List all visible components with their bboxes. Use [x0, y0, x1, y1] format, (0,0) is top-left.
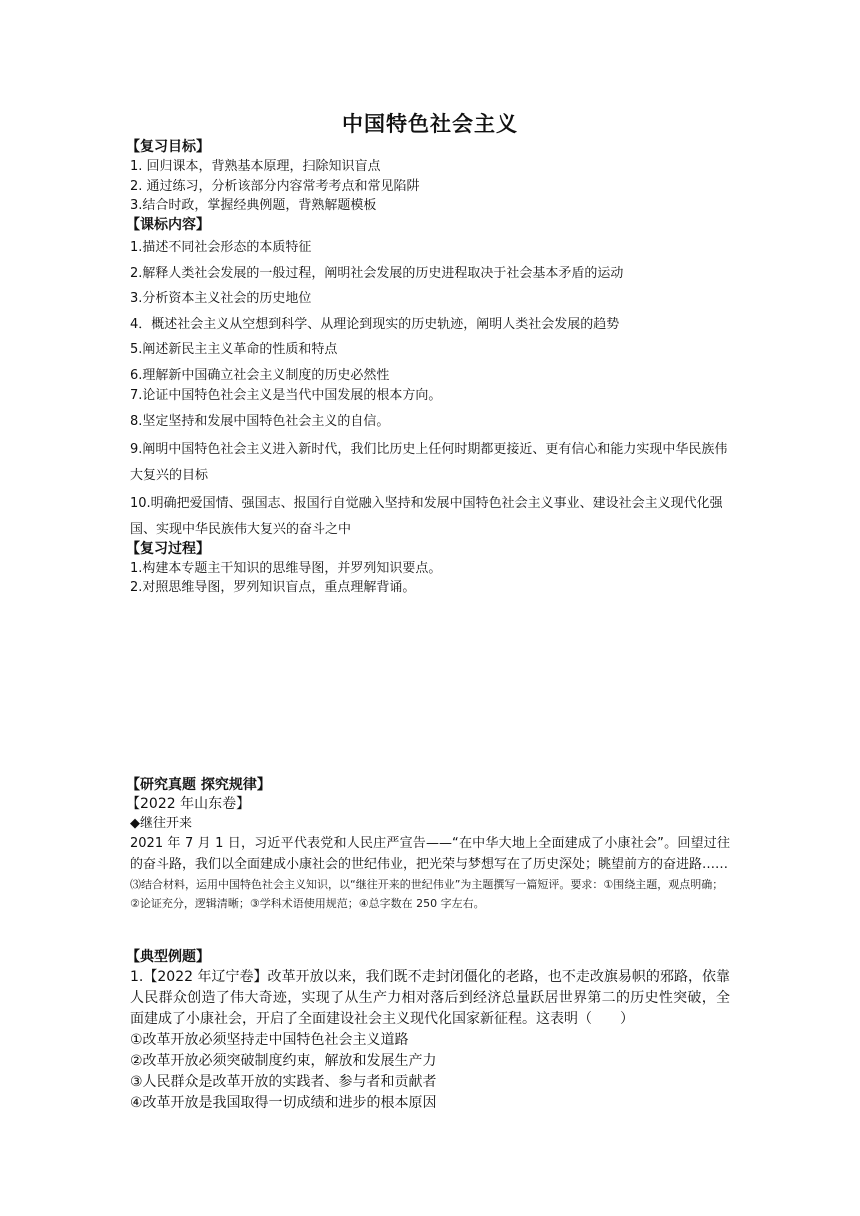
example-option: ③人民群众是改革开放的实践者、参与者和贡献者: [130, 1074, 437, 1090]
examples-section: [126, 948, 730, 1114]
example-question: [130, 967, 730, 1114]
research-section: [126, 776, 730, 913]
curriculum-item: 7.论证中国特色社会主义是当代中国发展的根本方向。: [130, 387, 442, 403]
example-option: ①改革开放必须坚持走中国特色社会主义道路: [130, 1032, 409, 1048]
review-goal-item: 1. 回归课本，背熟基本原理，扫除知识盲点: [130, 159, 381, 174]
review-process-item: 1.构建本专题主干知识的思维导图，并罗列知识要点。: [130, 561, 442, 576]
curriculum-item: 4．概述社会主义从空想到科学、从理论到现实的历史轨迹，阐明人类社会发展的趋势: [130, 316, 620, 332]
example-option: ②改革开放必须突破制度约束，解放和发展生产力: [130, 1053, 437, 1069]
examples-heading: 【典型例题】: [126, 949, 210, 965]
curriculum-item: 6.理解新中国确立社会主义制度的历史必然性: [130, 367, 390, 383]
review-goals-section: [126, 138, 730, 216]
document-title: 中国特色社会主义: [342, 112, 518, 136]
review-process-section: [126, 540, 730, 597]
curriculum-heading: 【课标内容】: [126, 217, 210, 233]
curriculum-item: 1.描述不同社会形态的本质特征: [130, 240, 312, 255]
curriculum-section: [126, 216, 730, 542]
research-subheading: ◆继往开来: [130, 816, 192, 831]
curriculum-item: 3.分析资本主义社会的历史地位: [130, 291, 312, 306]
review-goal-item: 2. 通过练习，分析该部分内容常考考点和常见陷阱: [130, 178, 420, 194]
review-goal-item: 3.结合时政，掌握经典例题，背熟解题模板: [130, 198, 377, 213]
curriculum-item: 10.明确把爱国情、强国志、报国行自觉融入坚持和发展中国特色社会主义事业、建设社会主义现代化强国、实现中华民族伟大复兴的奋斗之中: [130, 496, 723, 537]
example-option: ④改革开放是我国取得一切成绩和进步的根本原因: [130, 1095, 437, 1111]
example-stem: 1.【2022 年辽宁卷】改革开放以来，我们既不走封闭僵化的老路，也不走改旗易帜的邪路，依靠人民群众创造了伟大奇迹，实现了从生产力相对落后到经济总量跃居世界第二的历史性突破，全面建成了小康社会，开启了全面建设社会主义现代化国家新征程。这表明（ ）: [130, 969, 730, 1027]
research-question: ⑶结合材料，运用中国特色社会主义知识，以“继往开来的世纪伟业”为主题撰写一篇短评。要求：①围绕主题，观点明确；②论证充分，逻辑清晰；③学科术语使用规范；④总字数在 250 字左右。: [130, 878, 724, 910]
curriculum-item: 2.解释人类社会发展的一般过程，阐明社会发展的历史进程取决于社会基本矛盾的运动: [130, 265, 624, 281]
research-source: 【2022 年山东卷】: [126, 796, 251, 812]
review-process-item: 2.对照思维导图，罗列知识盲点，重点理解背诵。: [130, 580, 416, 595]
research-material: 2021 年 7 月 1 日，习近平代表党和人民庄严宣告——“在中华大地上全面建成了小康社会”。回望过往的奋斗路，我们以全面建成小康社会的世纪伟业，把光荣与梦想写在了历史深处；眺望前方的奋进路……: [130, 836, 730, 872]
curriculum-item: 5.阐述新民主主义革命的性质和特点: [130, 342, 338, 357]
curriculum-item: 9.阐明中国特色社会主义进入新时代，我们比历史上任何时期都更接近、更有信心和能力实现中华民族伟大复兴的目标: [130, 442, 728, 483]
curriculum-item: 8.坚定坚持和发展中国特色社会主义的自信。: [130, 413, 390, 429]
review-process-heading: 【复习过程】: [126, 541, 210, 557]
review-goals-heading: 【复习目标】: [126, 139, 210, 155]
research-heading: 【研究真题 探究规律】: [126, 777, 271, 793]
